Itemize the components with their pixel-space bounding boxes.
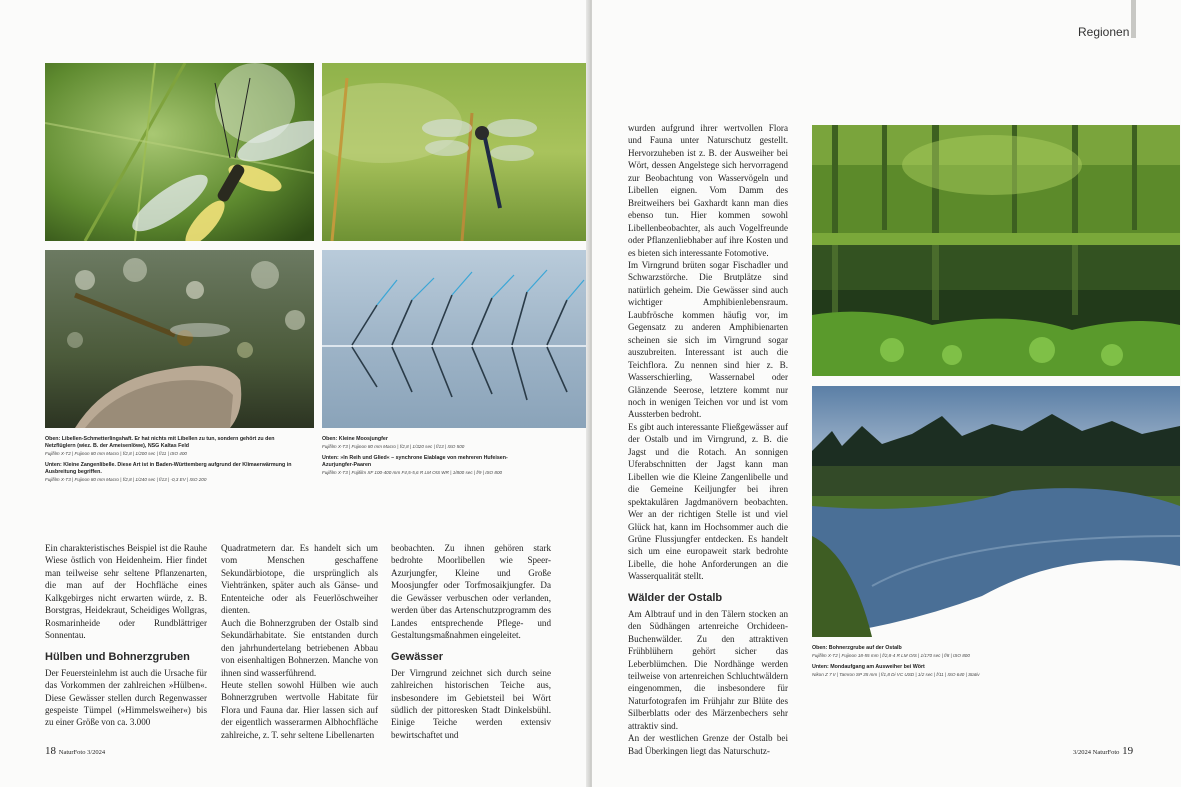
paragraph: Quadratmetern dar. Es handelt sich um vom Menschen geschaffene Sekundärbiotope, die ursprünglich als Viehtränken, später auch als Gänse- und Ententeiche oder als Feuerlöschweiher dienten.: [221, 543, 378, 616]
folio-right: [1073, 745, 1133, 757]
photo-moosjungfer: [322, 63, 590, 241]
paragraph: Am Albtrauf und in den Tälern stocken an den Südhängen artenreiche Orchideen-Buchenwälder. Zu den attraktiven Frühblühern gehört sicher das Leberblümchen. Die Nordhänge werden teilweise von artenreichen Schluchtwäldern eingenommen, die insbesondere für Naturfotografen im Frühjahr zur Blüte des Silberblatts oder des Märzenbechers sehr attraktiv sind.: [628, 608, 788, 731]
page-number-left: 18: [45, 745, 56, 757]
text-column-1: [45, 542, 207, 729]
section-title: Regionen: [1078, 25, 1130, 39]
text-column-3: [391, 542, 551, 741]
paragraph: An der westlichen Grenze der Ostalb bei Bad Überkingen liegt das Naturschutz-: [628, 733, 788, 756]
caption-bohnerzgrube-title: Oben: Bohnerzgrube auf der Ostalb: [812, 645, 902, 651]
caption-moosjungfer-tech: Fujifilm X-T3 | Fujinon 80 mm Macro | f/2,8 | 1/320 sec | f/13 | ISO 500: [322, 444, 465, 449]
paragraph: Der Feuersteinlehm ist auch die Ursache für das Vorkommen der zahlreichen »Hülben«. Diese Gewässer stellen durch Regenwasser gespeiste Tümpel (»Himmelsweiher«) bis zu einer Größe von ca. 3.000: [45, 667, 207, 728]
magazine-issue-right: 3/2024 NaturFoto: [1073, 749, 1120, 756]
caption-azurjungfer-tech: Fujifilm X-T3 | Fujifilm XF 100-400 mm F4,5-5,6 R LM OIS WR | 1/800 sec | f/9 | ISO 800: [322, 470, 503, 475]
heading-gewaesser: Gewässer: [391, 650, 443, 663]
paragraph: beobachten. Zu ihnen gehören stark bedrohte Moorlibellen wie Speer-Azurjungfer, Kleine und Große Moosjungfer oder Torfmosaikjungfer. Da die Gewässer verbuschen oder verlanden, werden über das Artenschutzprogramm des Landes entsprechende Pflege- und Gestaltungsmaßnahmen eingeleitet.: [391, 543, 551, 641]
heading-waelder: Wälder der Ostalb: [628, 591, 723, 604]
paragraph: Heute stellen sowohl Hülben wie auch Bohnerzgruben wertvolle Habitate für Flora und Fauna dar. Hier lassen sich auf der eigentlich wasserarmen Albhochfläche zahlreiche, z. T. sehr seltene Libellenarten: [221, 679, 378, 740]
magazine-issue-left: NaturFoto 3/2024: [58, 749, 106, 756]
heading-huelben: Hülben und Bohnerzgruben: [45, 650, 190, 663]
caption-owlfly-tech: Fujifilm X-T2 | Fujinon 80 mm Macro | f/2,8 | 1/200 sec | f/11 | ISO 400: [45, 451, 187, 456]
photo-azurjungfer: [322, 250, 590, 428]
caption-zangenlibelle-title: Unten: Kleine Zangenlibelle. Diese Art ist in Baden-Württemberg aufgrund der Klimaerwärmung in Ausbreitung begriffen.: [45, 462, 292, 475]
paragraph: wurden aufgrund ihrer wertvollen Flora und Fauna unter Naturschutz gestellt. Hervorzuheben ist z. B. der Ausweiher bei Wört, dessen Angelstege sich hervorragend zur Beobachtung von Wasservögeln und Libellen eignen. Vom Damm des Breitweihers bei Gaxhardt kann man dies ebenso tun. Hier kommen sowohl Libellenbeobachter, als auch Vogelfreunde oder Pflanzenliebhaber auf ihre Kosten und es bieten sich interessante Fotomotive.: [628, 123, 788, 258]
photo-zangenlibelle: [45, 250, 314, 428]
left-page: [0, 0, 590, 787]
caption-zangenlibelle-tech: Fujifilm X-T3 | Fujinon 80 mm Macro | f/2,8 | 1/240 sec | f/13 | -0,3 EV | ISO 200: [45, 477, 207, 482]
paragraph: Ein charakteristisches Beispiel ist die Rauhe Wiese östlich von Heidenheim. Hier findet man teilweise sehr seltene Pflanzenarten, die man auf der Hochfläche eines Kalkgebirges nicht erwarten würde, z. B. Borstgras, Heidekraut, Scheidiges Wollgras, Rosmarinheide oder Rundblättriger Sonnentau.: [45, 543, 207, 641]
caption-moosjungfer-title: Oben: Kleine Moosjungfer: [322, 436, 388, 442]
folio-left: [45, 745, 105, 757]
photo-owlfly: [45, 63, 314, 241]
right-page: [592, 0, 1181, 787]
caption-bohnerzgrube-tech: Fujifilm X-T2 | Fujinon 18-55 mm | f/2,8-4 R LM OIS | 1/170 sec | f/8 | ISO 800: [812, 653, 970, 658]
paragraph: Es gibt auch interessante Fließgewässer auf der Ostalb und im Virngrund, z. B. die Jagst und die Rotach. An sonnigen Uferabschnitten der Jagst kann man Libellen wie die Kleine Zangenlibelle und die Gemeine Keiljungfer bei ihren spektakulären Jagdmanövern beobachten. Wer an der richtigen Stelle ist und viel Glück hat, kann im Hochsommer auch die Grüne Flussjungfer entdecken. Es handelt sich um eine europaweit stark bedrohte Libelle, die hohe Anforderungen an die Wasserqualität stellt.: [628, 421, 788, 582]
page-number-right: 19: [1122, 745, 1134, 757]
photo-ausweiher: [812, 386, 1180, 637]
paragraph: Im Virngrund brüten sogar Fischadler und Schwarzstörche. Die Brutplätze sind natürlich geheim. Die Gewässer sind auch wichtiger Amphibienlebensraum. Laubfrösche kommen häufig vor, im Gegensatz zu anderen Amphibienarten scheinen sie sich im Virngrund sogar auszubreiten. Interessant ist auch die Teichflora. Zu nennen sind hier z. B. Wasserschierling, Wassernabel oder Glänzende Seerose, letztere kommt nur noch in wenigen Teichen vor und ist vom Aussterben bedroht.: [628, 259, 788, 420]
caption-left: [45, 436, 295, 488]
paragraph: Auch die Bohnerzgruben der Ostalb sind Sekundärhabitate. Sie entstanden durch den jahrhundertelang betriebenen Abbau von eisenhaltigen Bohnerzen. Manche von ihnen sind wasserführend.: [221, 617, 378, 678]
caption-right: [812, 645, 1042, 683]
section-tab-marker: [1131, 0, 1136, 38]
caption-ausweiher-tech: Nikon Z 7 II | Tamron SP 35 mm | f/1,8 Di VC USD | 1/2 sec | f/11 | ISO 640 | Stativ: [812, 672, 980, 677]
text-column-4: [628, 122, 788, 757]
caption-owlfly-title: Oben: Libellen-Schmetterlingshaft. Er hat nichts mit Libellen zu tun, sondern gehört zu den Netzflüglern (wiez. B. der Ameisenlöwe), NSG Kaltas Feld: [45, 436, 275, 449]
caption-ausweiher-title: Unten: Mondaufgang am Ausweiher bei Wört: [812, 664, 925, 670]
caption-azurjungfer-title: Unten: »In Reih und Glied« – synchrone Eiablage von mehreren Hufeisen-Azurjungfer-Paaren: [322, 455, 508, 468]
caption-mid: [322, 436, 512, 481]
photo-bohnerzgrube: [812, 125, 1180, 376]
text-column-2: [221, 542, 378, 741]
paragraph: Der Virngrund zeichnet sich durch seine zahlreichen historischen Teiche aus, insbesondere im Gebietsteil bei Wört südlich der pittoresken Stadt Dinkelsbühl. Einige Teiche werden extensiv bewirtschaftet und: [391, 667, 551, 740]
